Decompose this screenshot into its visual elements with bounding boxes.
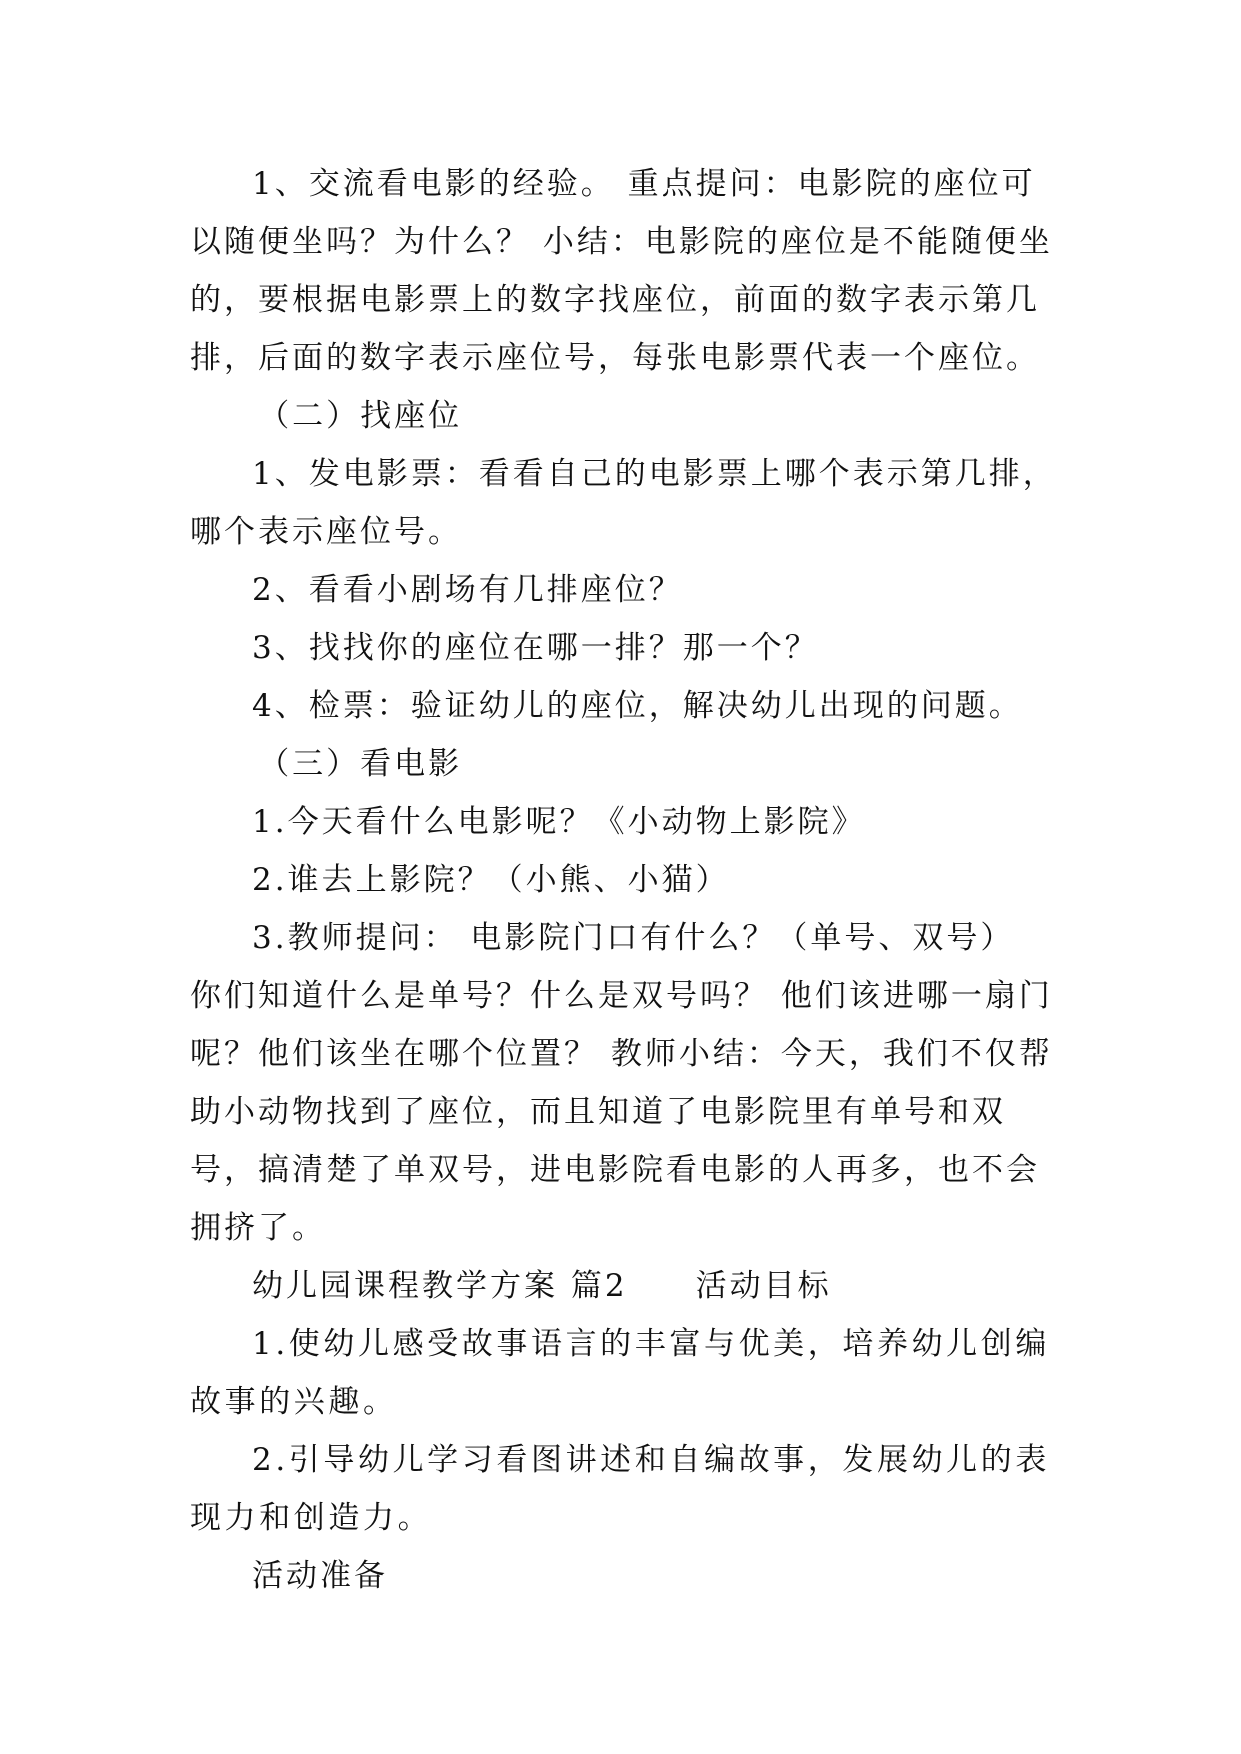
document-body (190, 155, 1058, 1605)
paragraph-check-tickets: 4、检票：验证幼儿的座位，解决幼儿出现的问题。 (252, 688, 1023, 724)
paragraph-hand-out-tickets: 1、发电影票：看看自己的电影票上哪个表示第几排，哪个表示座位号。 (190, 456, 1057, 550)
paragraph-goal-2: 2.引导幼儿学习看图讲述和自编故事，发展幼儿的表现力和创造力。 (190, 1442, 1050, 1536)
paragraph-watch-movie-experience: 1、交流看电影的经验。 重点提问：电影院的座位可以随便坐吗？为什么？ 小结：电影院的座位是不能随便坐的，要根据电影票上的数字找座位，前面的数字表示第几排，后面的数字表示座位号，每张电影票代表一个座位。 (190, 166, 1053, 376)
paragraph-plan-title-goals: 幼儿园课程教学方案 篇2 活动目标 (252, 1268, 832, 1304)
paragraph-goal-1: 1.使幼儿感受故事语言的丰富与优美，培养幼儿创编故事的兴趣。 (190, 1326, 1050, 1420)
paragraph-who-goes: 2.谁去上影院？（小熊、小猫） (252, 862, 730, 898)
paragraph-teacher-questions: 3.教师提问： 电影院门口有什么？（单号、双号） 你们知道什么是单号？什么是双号吗？ 他们该进哪一扇门呢？他们该坐在哪个位置？ 教师小结：今天，我们不仅帮助小动物找到了座位，而且知道了电影院里有单号和双号，搞清楚了单双号，进电影院看电影的人再多，也不会拥挤了。 (190, 920, 1053, 1246)
paragraph-what-movie: 1.今天看什么电影呢？《小动物上影院》 (252, 804, 866, 840)
paragraph-find-your-seat: 3、找找你的座位在哪一排？那一个？ (252, 630, 819, 666)
section-heading-watch-movie: （三）看电影 (258, 746, 463, 782)
section-heading-find-seat: （二）找座位 (258, 398, 463, 434)
paragraph-activity-preparation: 活动准备 (252, 1558, 388, 1594)
paragraph-theater-rows: 2、看看小剧场有几排座位？ (252, 572, 683, 608)
